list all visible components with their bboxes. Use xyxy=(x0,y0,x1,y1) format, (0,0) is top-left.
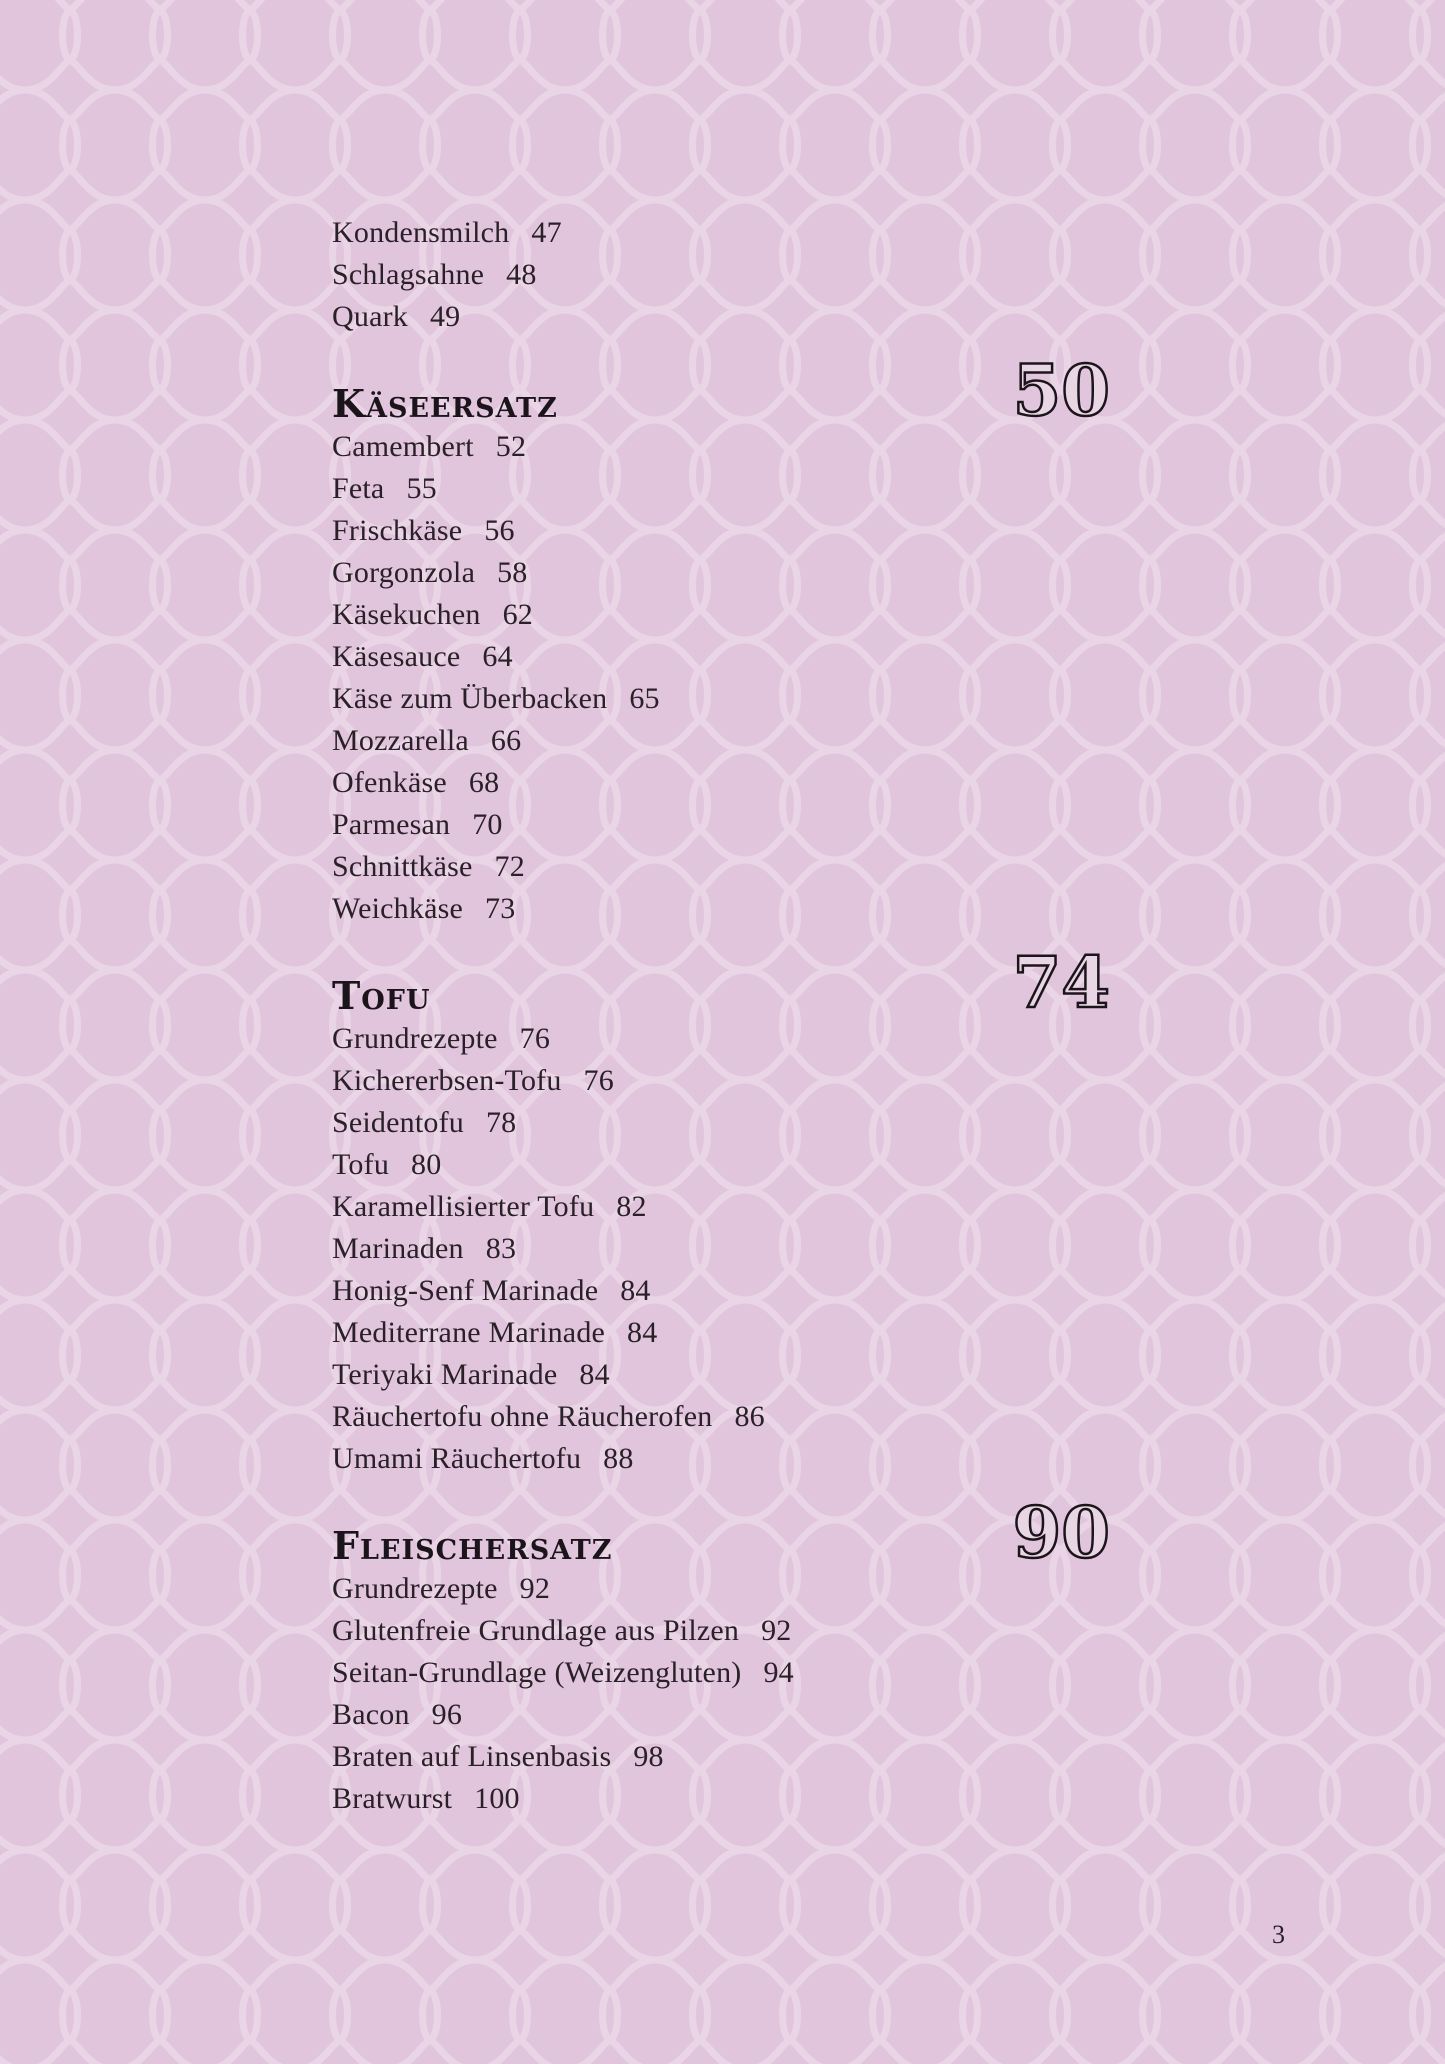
entry-page: 78 xyxy=(485,1106,517,1139)
entry-page: 80 xyxy=(411,1148,442,1181)
toc-entry xyxy=(332,426,1132,468)
toc-entry xyxy=(332,1312,1132,1354)
entry-page: 64 xyxy=(482,640,513,673)
entry-title: Grundrezepte xyxy=(332,1572,498,1605)
entry-title: Tofu xyxy=(332,1148,390,1181)
entry-title: Ofenkäse xyxy=(332,766,447,799)
entry-page: 70 xyxy=(472,808,503,841)
entry-title: Frischkäse xyxy=(332,514,463,547)
entry-page: 52 xyxy=(495,430,527,463)
section-kaeseersatz xyxy=(332,349,1132,930)
entry-title: Karamellisierter Tofu xyxy=(332,1190,595,1223)
page-number: 3 xyxy=(1272,1920,1285,1949)
entry-page: 62 xyxy=(502,598,534,631)
toc-entry xyxy=(332,846,1132,888)
toc-entry xyxy=(332,212,1132,254)
entry-title: Mozzarella xyxy=(332,724,469,757)
entry-page: 76 xyxy=(583,1064,614,1097)
entry-title: Camembert xyxy=(332,430,474,463)
entry-title: Teriyaki Marinade xyxy=(332,1358,558,1391)
entry-title: Braten auf Linsenbasis xyxy=(332,1740,612,1773)
entry-page: 88 xyxy=(603,1442,634,1475)
entry-title: Seitan-Grundlage (Weizengluten) xyxy=(332,1656,742,1689)
section-fleischersatz xyxy=(332,1491,1132,1820)
section-tofu xyxy=(332,941,1132,1480)
entry-title: Grundrezepte xyxy=(332,1022,498,1055)
entry-page: 84 xyxy=(620,1274,651,1307)
entry-page: 82 xyxy=(616,1190,647,1223)
entry-page: 68 xyxy=(468,766,500,799)
entry-title: Gorgonzola xyxy=(332,556,476,589)
entry-page: 94 xyxy=(763,1656,794,1689)
section-heading-row xyxy=(332,349,1132,432)
entry-page: 83 xyxy=(485,1232,517,1265)
toc-entry xyxy=(332,552,1132,594)
entry-title: Glutenfreie Grundlage aus Pilzen xyxy=(332,1614,740,1647)
entry-page: 92 xyxy=(519,1572,551,1605)
section-heading-row xyxy=(332,941,1132,1024)
entry-page: 98 xyxy=(633,1740,664,1773)
toc-entry xyxy=(332,510,1132,552)
entry-page: 96 xyxy=(431,1698,463,1731)
toc-entry xyxy=(332,1652,1132,1694)
entry-title: Parmesan xyxy=(332,808,451,841)
entry-page: 72 xyxy=(494,850,525,883)
entry-title: Feta xyxy=(332,472,385,505)
section-start-page: 90 xyxy=(1012,1491,1110,1574)
toc-entry xyxy=(332,636,1132,678)
entry-page: 86 xyxy=(734,1400,765,1433)
entry-page: 66 xyxy=(490,724,522,757)
toc-entry xyxy=(332,1102,1132,1144)
toc-entry xyxy=(332,1610,1132,1652)
entry-title: Mediterrane Marinade xyxy=(332,1316,606,1349)
toc-entry xyxy=(332,1186,1132,1228)
section-heading-row xyxy=(332,1491,1132,1574)
entry-title: Bratwurst xyxy=(332,1782,453,1815)
entry-title: Schlagsahne xyxy=(332,258,485,291)
entry-title: Quark xyxy=(332,300,408,333)
entry-title: Käse zum Überbacken xyxy=(332,682,608,715)
toc-entry xyxy=(332,1694,1132,1736)
entry-page: 48 xyxy=(506,258,537,291)
section-heading: Käseersatz xyxy=(332,381,558,426)
entry-title: Bacon xyxy=(332,1698,410,1731)
section-start-page: 50 xyxy=(1012,349,1110,432)
entry-page: 55 xyxy=(406,472,437,505)
entry-page: 73 xyxy=(485,892,516,925)
entry-page: 76 xyxy=(519,1022,551,1055)
entry-title: Marinaden xyxy=(332,1232,464,1265)
section-heading: Tofu xyxy=(332,973,431,1018)
entry-title: Käsekuchen xyxy=(332,598,481,631)
toc-entry xyxy=(332,1228,1132,1270)
toc-entry xyxy=(332,1144,1132,1186)
entry-page: 84 xyxy=(627,1316,658,1349)
toc-entry xyxy=(332,804,1132,846)
toc-entry xyxy=(332,1438,1132,1480)
section-heading: Fleischersatz xyxy=(332,1523,613,1568)
toc-entry xyxy=(332,1396,1132,1438)
entry-title: Seidentofu xyxy=(332,1106,464,1139)
toc-entry xyxy=(332,594,1132,636)
entry-title: Kondensmilch xyxy=(332,216,510,249)
toc-entry xyxy=(332,468,1132,510)
toc-entry xyxy=(332,1270,1132,1312)
entry-title: Schnittkäse xyxy=(332,850,473,883)
toc-entry xyxy=(332,888,1132,930)
entry-page: 84 xyxy=(579,1358,610,1391)
entry-title: Weichkäse xyxy=(332,892,463,925)
entry-page: 47 xyxy=(531,216,562,249)
intro-list xyxy=(332,212,1132,338)
toc-entry xyxy=(332,1736,1132,1778)
entry-title: Kichererbsen-Tofu xyxy=(332,1064,562,1097)
entry-page: 65 xyxy=(629,682,660,715)
entry-page: 56 xyxy=(484,514,515,547)
toc-entry xyxy=(332,296,1132,338)
toc-entry xyxy=(332,1778,1132,1820)
section-start-page: 74 xyxy=(1012,941,1110,1024)
toc-entry xyxy=(332,1018,1132,1060)
toc-entry xyxy=(332,1354,1132,1396)
entry-title: Räuchertofu ohne Räucherofen xyxy=(332,1400,713,1433)
entry-title: Honig-Senf Marinade xyxy=(332,1274,599,1307)
table-of-contents xyxy=(332,212,1132,1820)
entry-title: Umami Räuchertofu xyxy=(332,1442,582,1475)
toc-entry xyxy=(332,720,1132,762)
entry-page: 100 xyxy=(474,1782,520,1815)
entry-page: 58 xyxy=(497,556,528,589)
entry-title: Käsesauce xyxy=(332,640,461,673)
entry-page: 49 xyxy=(429,300,461,333)
toc-entry xyxy=(332,1060,1132,1102)
toc-entry xyxy=(332,254,1132,296)
toc-entry xyxy=(332,678,1132,720)
entry-page: 92 xyxy=(761,1614,792,1647)
toc-entry xyxy=(332,762,1132,804)
toc-entry xyxy=(332,1568,1132,1610)
